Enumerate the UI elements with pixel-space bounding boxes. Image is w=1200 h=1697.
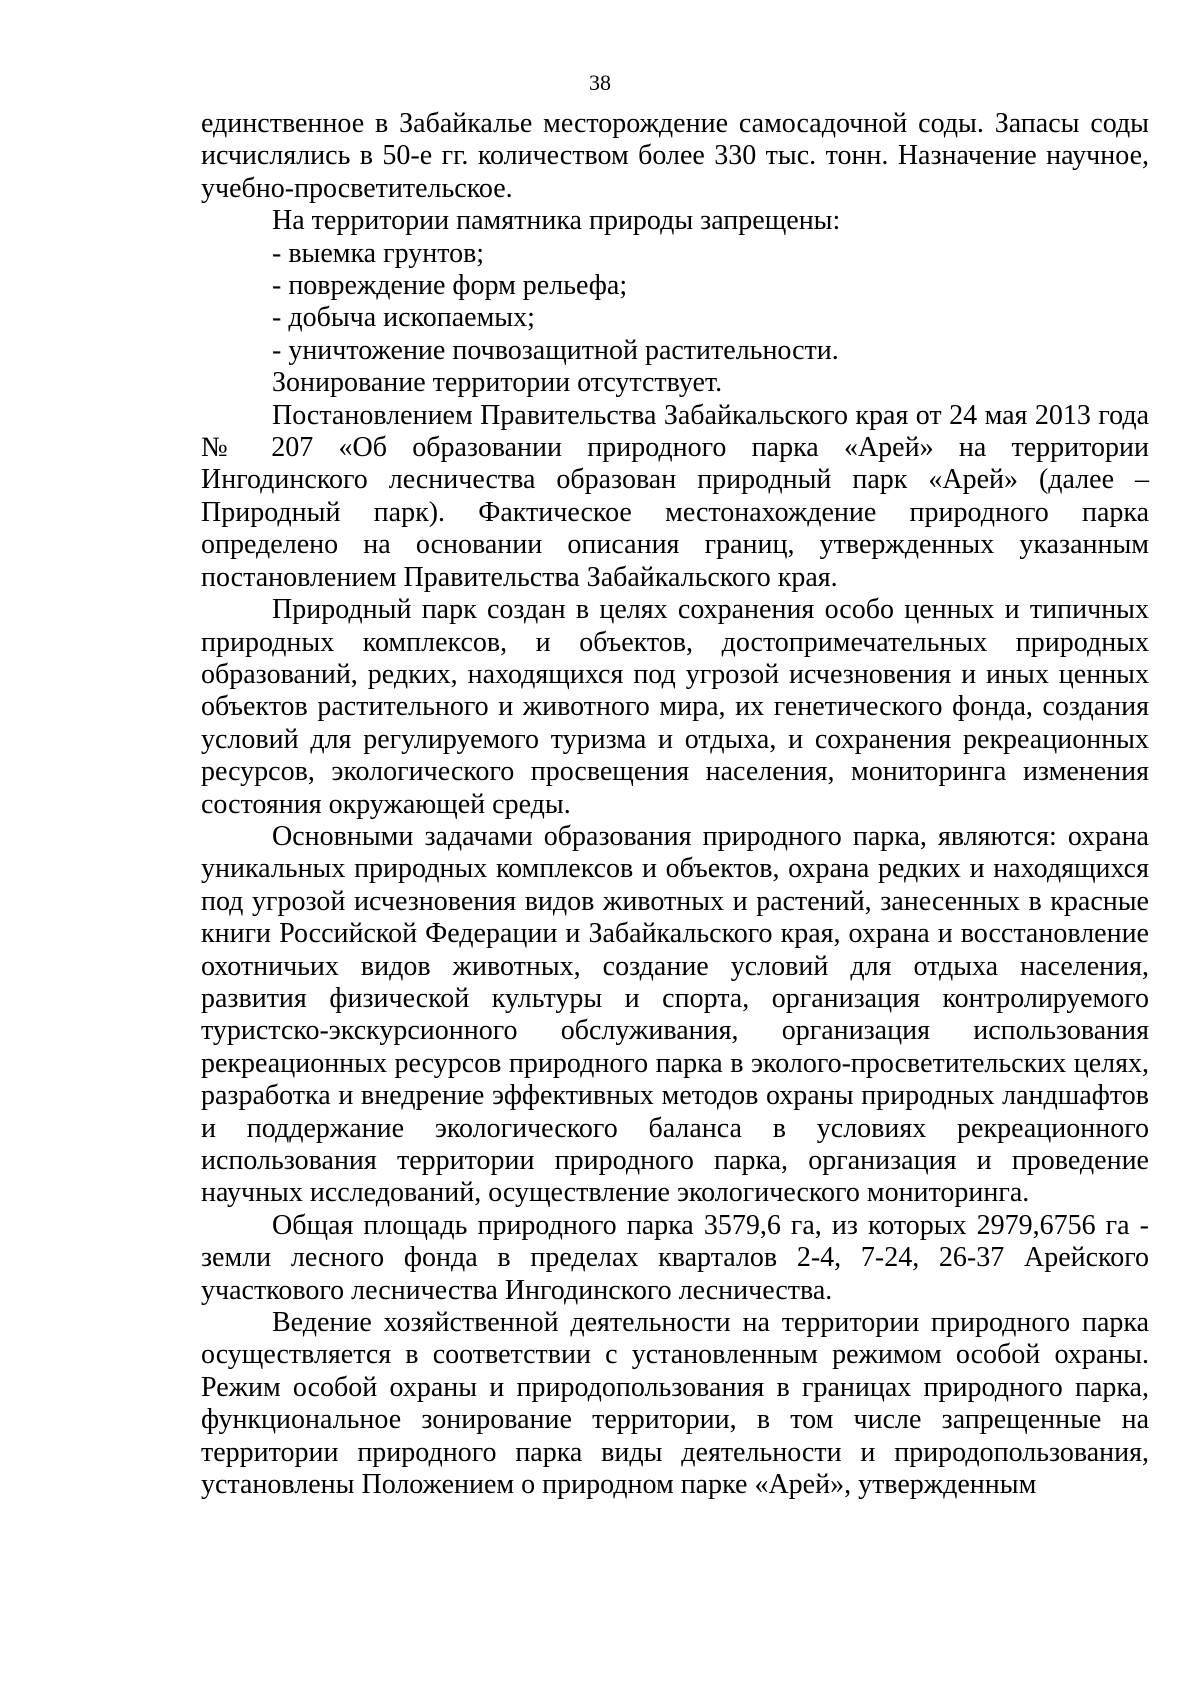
paragraph: единственное в Забайкалье месторождение самосадочной соды. Запасы соды исчислялись в 50-е гг. количеством более 330 тыс. тонн. Назначение научное, учебно-просветительское. <box>201 108 1149 204</box>
paragraph: Зонирование территории отсутствует. <box>272 367 723 399</box>
list-item: - повреждение форм рельефа; <box>272 270 628 302</box>
paragraph: Ведение хозяйственной деятельности на территории природного парка осуществляется в соответствии с установленным режимом особой охраны. Режим особой охраны и природопользования в границах природного парка, функциональное зонирование территории, в том числе запрещенные на территории природного парка виды деятельности и природопользования, установлены Положением о природном парке «Арей», утвержденным <box>201 1307 1149 1501</box>
document-body <box>201 108 1149 1501</box>
list-item: - выемка грунтов; <box>272 237 485 269</box>
paragraph: На территории памятника природы запрещены: <box>272 205 841 237</box>
list-item: - уничтожение почвозащитной растительности. <box>272 334 839 366</box>
page-number: 38 <box>589 70 611 95</box>
paragraph: Природный парк создан в целях сохранения особо ценных и типичных природных комплексов, и объектов, достопримечательных природных образований, редких, находящихся под угрозой исчезновения и иных ценных объектов растительного и животного мира, их генетического фонда, создания условий для регулируемого туризма и отдыха, и сохранения рекреационных ресурсов, экологического просвещения населения, мониторинга изменения состояния окружающей среды. <box>201 594 1149 820</box>
paragraph: Основными задачами образования природного парка, являются: охрана уникальных природных комплексов и объектов, охрана редких и находящихся под угрозой исчезновения видов животных и растений, занесенных в красные книги Российской Федерации и Забайкальского края, охрана и восстановление охотничьих видов животных, создание условий для отдыха населения, развития физической культуры и спорта, организация контролируемого туристско-экскурсионного обслуживания, организация использования рекреационных ресурсов природного парка в эколого-просветительских целях, разработка и внедрение эффективных методов охраны природных ландшафтов и поддержание экологического баланса в условиях рекреационного использования территории природного парка, организация и проведение научных исследований, осуществление экологического мониторинга. <box>201 820 1149 1209</box>
list-item: - добыча ископаемых; <box>272 302 535 334</box>
paragraph: Общая площадь природного парка 3579,6 га, из которых 2979,6756 га - земли лесного фонда в пределах кварталов 2-4, 7-24, 26-37 Арейского участкового лесничества Ингодинского лесничества. <box>201 1209 1149 1306</box>
paragraph: Постановлением Правительства Забайкальского края от 24 мая 2013 года № 207 «Об образовании природного парка «Арей» на территории Ингодинского лесничества образован природный парк «Арей» (далее – Природный парк). Фактическое местонахождение природного парка определено на основании описания границ, утвержденных указанным постановлением Правительства Забайкальского края. <box>201 399 1149 593</box>
